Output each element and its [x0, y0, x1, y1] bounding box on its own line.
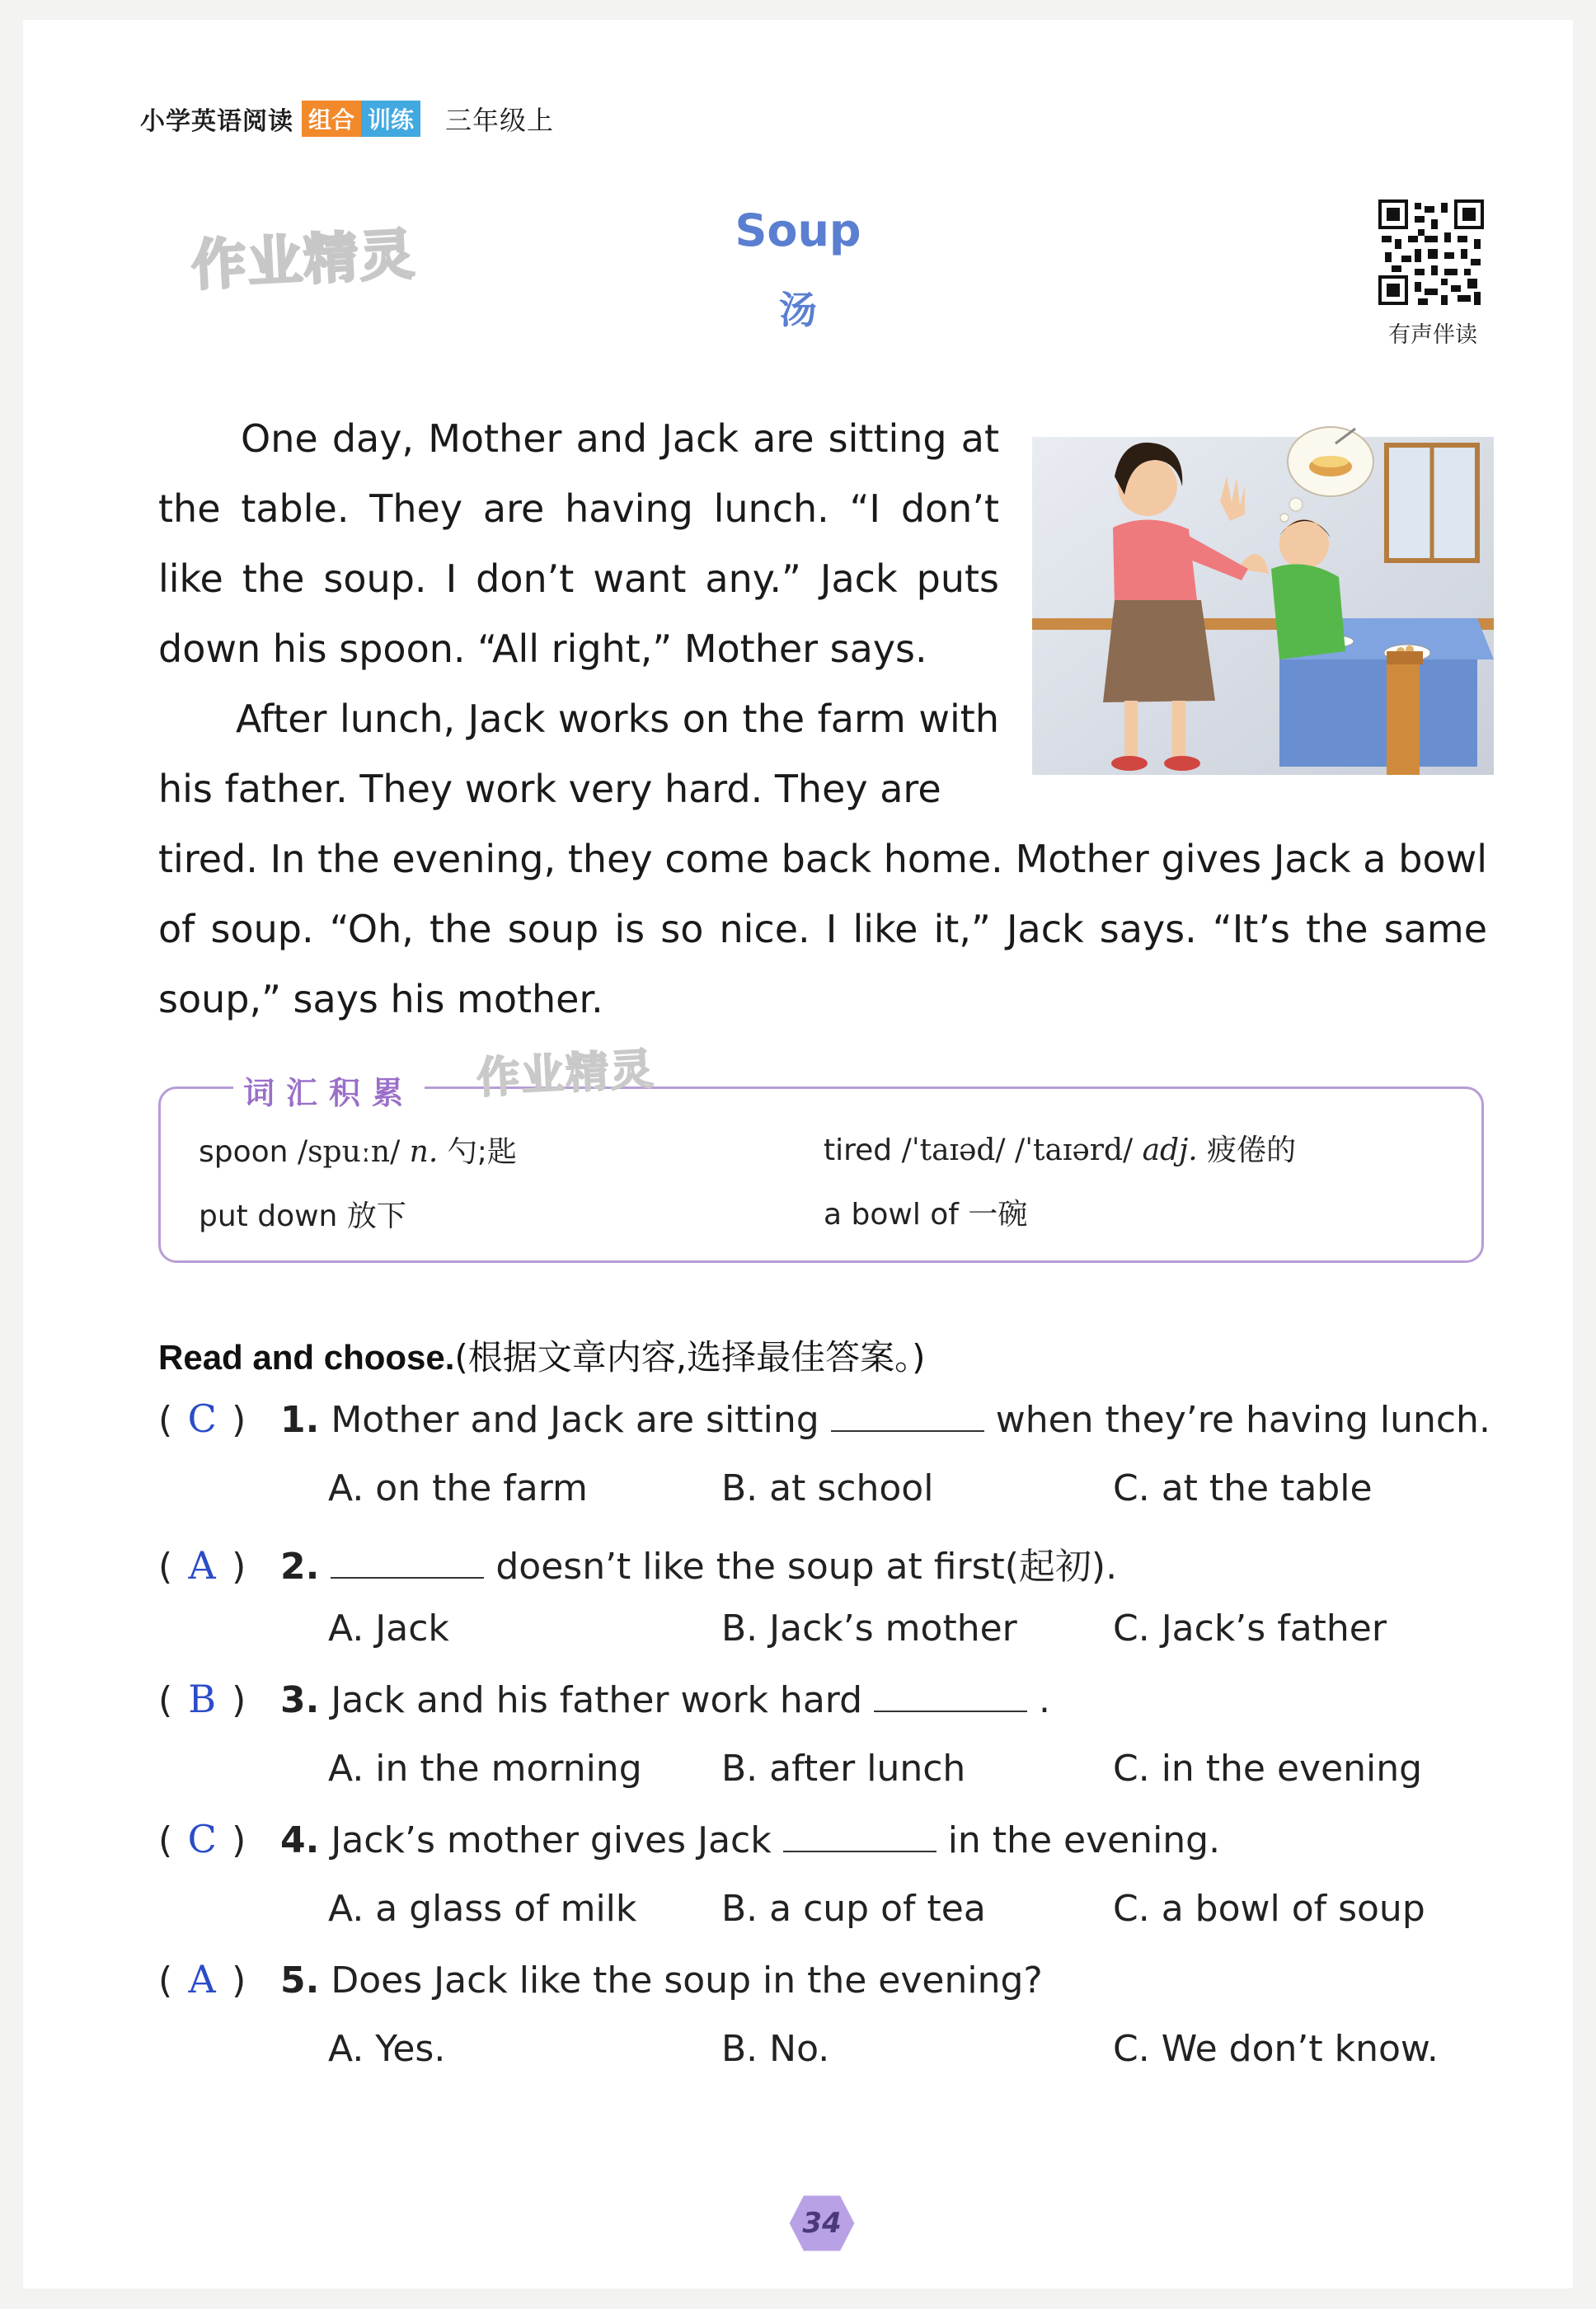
option-b[interactable]: B. a cup of tea: [721, 1888, 986, 1930]
qr-code-icon[interactable]: [1378, 199, 1484, 305]
page-subtitle: 汤: [779, 288, 817, 332]
option-a[interactable]: A. a glass of milk: [328, 1888, 637, 1930]
question-text-pre: Jack’s mother gives Jack: [331, 1819, 772, 1861]
option-b[interactable]: B. at school: [721, 1467, 934, 1509]
series-name: 小学英语阅读: [140, 107, 293, 136]
option-c[interactable]: C. at the table: [1113, 1467, 1373, 1509]
option-c[interactable]: C. a bowl of soup: [1113, 1888, 1425, 1930]
question-text-pre: Mother and Jack are sitting: [331, 1399, 819, 1441]
vocab-item-tired: [824, 1127, 1296, 1169]
question-4: [158, 1817, 1220, 1861]
option-c[interactable]: C. Jack’s father: [1113, 1607, 1387, 1650]
vocab-meaning: 疲倦的: [1207, 1133, 1297, 1167]
vocab-pos: adj.: [1142, 1133, 1198, 1167]
grade-label: 三年级上: [445, 105, 555, 136]
option-a[interactable]: A. on the farm: [328, 1467, 588, 1509]
option-b[interactable]: B. after lunch: [721, 1748, 966, 1790]
vocab-phonetic: /ˈtaɪəd/ /ˈtaɪərd/: [901, 1133, 1134, 1167]
question-number: 4.: [280, 1819, 320, 1861]
option-c[interactable]: C. We don’t know.: [1113, 2028, 1439, 2070]
vocab-meaning: 放下: [346, 1199, 406, 1233]
question-text-post: doesn’t like the soup at first(起初).: [495, 1546, 1118, 1588]
vocab-meaning: 一碗: [968, 1198, 1028, 1232]
question-5: [158, 1957, 1043, 2002]
page-number: 34: [802, 2207, 842, 2240]
question-number: 1.: [280, 1399, 320, 1441]
vocab-word: a bowl of: [824, 1198, 959, 1232]
option-b[interactable]: B. Jack’s mother: [721, 1607, 1017, 1650]
answer-blank[interactable]: [783, 1821, 936, 1852]
answer-value: A: [188, 1543, 216, 1588]
answer-blank[interactable]: [831, 1401, 984, 1432]
vocab-phonetic: /spuːn/: [297, 1135, 401, 1169]
page-number-badge: [786, 2193, 857, 2254]
running-header: [140, 97, 554, 140]
story-paragraph-1: One day, Mother and Jack are sitting at the table. They are having lunch. “I don’t like the soup. I don’t want any.” Jack puts down his spoon. “All right,” Mother says.: [158, 416, 999, 671]
qr-caption: 有声伴读: [1388, 322, 1477, 348]
story-paragraph-2-rest: tired. In the evening, they come back home. Mother gives Jack a bowl of soup. “Oh, the soup is so nice. I like it,” Jack says. “It’s the same soup,” says his mother.: [158, 837, 1487, 1021]
question-text-post: in the evening.: [947, 1819, 1221, 1861]
vocab-item-spoon: [199, 1129, 517, 1171]
question-3: [158, 1677, 1050, 1721]
answer-value: B: [188, 1677, 217, 1721]
question-text-post: when they’re having lunch.: [995, 1399, 1490, 1441]
vocab-word: put down: [199, 1199, 338, 1233]
watermark-logo-2: 作业精灵: [475, 1044, 656, 1104]
vocab-word: spoon: [199, 1135, 289, 1169]
vocab-word: tired: [824, 1133, 893, 1167]
story-paragraph-2: [158, 684, 1487, 1035]
answer-bracket: ( B ): [158, 1677, 246, 1721]
vocabulary-box: [158, 1075, 1484, 1263]
option-b[interactable]: B. No.: [721, 2028, 830, 2070]
badge-combo: 组合: [302, 101, 361, 137]
answer-bracket: ( C ): [158, 1817, 246, 1861]
option-a[interactable]: A. Yes.: [328, 2028, 446, 2070]
vocab-pos: n.: [409, 1135, 439, 1169]
option-a[interactable]: A. Jack: [328, 1607, 449, 1650]
answer-value: C: [187, 1396, 217, 1441]
vocab-item-put-down: [199, 1193, 406, 1235]
answer-bracket: ( A ): [158, 1957, 246, 2002]
exercise-heading: [158, 1330, 926, 1380]
exercise-heading-cn: (根据文章内容,选择最佳答案。): [454, 1337, 926, 1377]
question-text-post: .: [1039, 1679, 1051, 1721]
question-1: [158, 1396, 1490, 1441]
vocabulary-title: 词汇积累: [233, 1068, 425, 1113]
story-paragraph-2-top: After lunch, Jack works on the farm with his father. They work very hard. They are: [158, 697, 999, 811]
answer-bracket: ( A ): [158, 1543, 246, 1588]
page-title: Soup: [735, 204, 861, 256]
question-text-pre: Jack and his father work hard: [331, 1679, 863, 1721]
question-number: 2.: [280, 1546, 320, 1588]
story-passage: [158, 404, 1487, 1035]
question-number: 5.: [280, 1959, 320, 2002]
question-2: [158, 1537, 1117, 1589]
question-text-pre: Does Jack like the soup in the evening?: [331, 1959, 1043, 2002]
answer-bracket: ( C ): [158, 1396, 246, 1441]
vocab-meaning: 勺;匙: [447, 1135, 517, 1169]
badge-training: 训练: [361, 101, 420, 137]
option-c[interactable]: C. in the evening: [1113, 1748, 1423, 1790]
answer-value: A: [188, 1957, 216, 2002]
answer-blank[interactable]: [331, 1547, 484, 1579]
exercise-heading-en: Read and choose.: [158, 1338, 455, 1377]
question-number: 3.: [280, 1679, 320, 1721]
answer-blank[interactable]: [874, 1681, 1027, 1712]
option-a[interactable]: A. in the morning: [328, 1748, 642, 1790]
vocab-item-a-bowl-of: [824, 1191, 1027, 1233]
watermark-logo: 作业精灵: [190, 222, 418, 298]
answer-value: C: [187, 1817, 217, 1861]
